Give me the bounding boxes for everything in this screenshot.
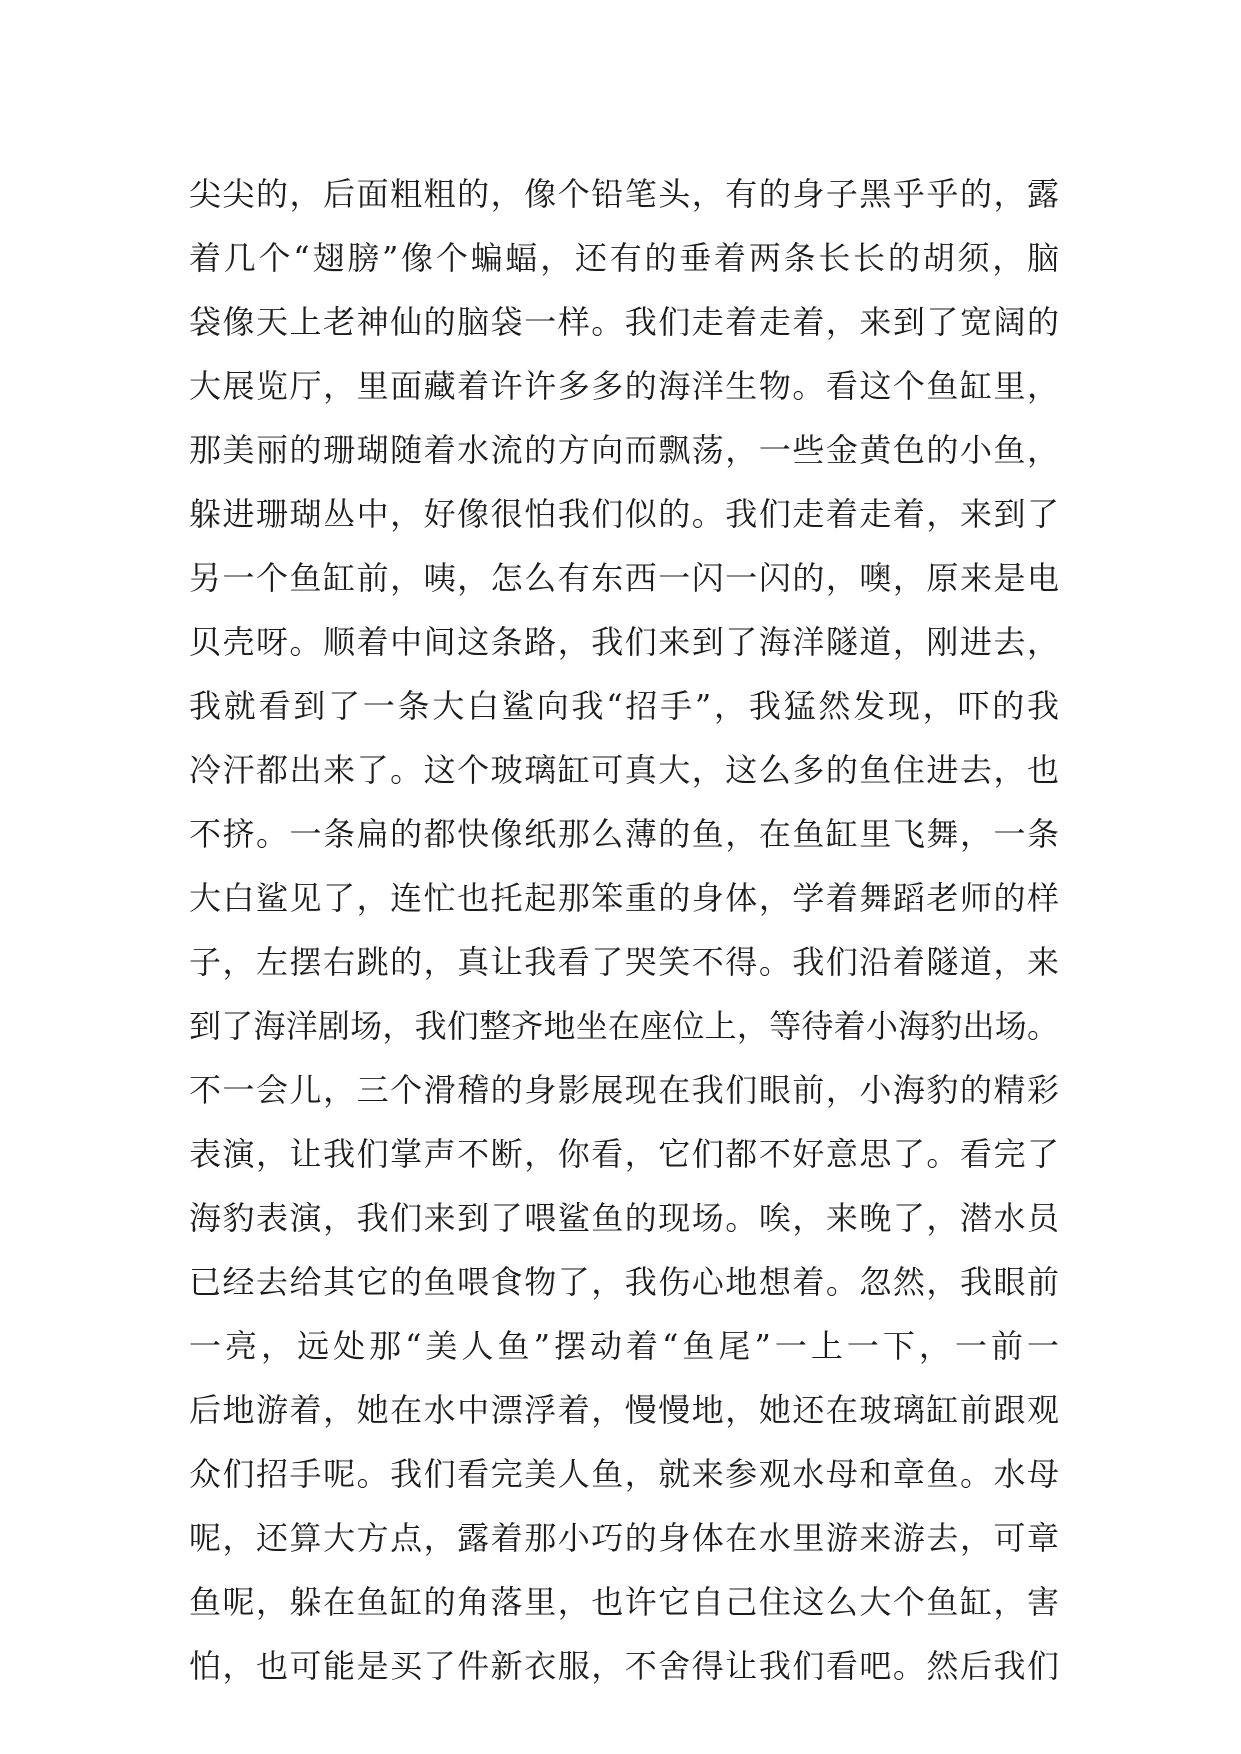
text-line: 着几个“翅膀”像个蝙蝠，还有的垂着两条长长的胡须，脑 xyxy=(189,239,1059,277)
text-line: 尖尖的，后面粗粗的，像个铅笔头，有的身子黑乎乎的，露 xyxy=(189,175,1059,213)
text-line: 已经去给其它的鱼喂食物了，我伤心地想着。忽然，我眼前 xyxy=(189,1263,1059,1301)
text-line: 不一会儿，三个滑稽的身影展现在我们眼前，小海豹的精彩 xyxy=(189,1071,1059,1109)
text-line: 我就看到了一条大白鲨向我“招手”，我猛然发现，吓的我 xyxy=(189,687,1059,725)
text-line: 呢，还算大方点，露着那小巧的身体在水里游来游去，可章 xyxy=(189,1519,1059,1557)
text-line: 表演，让我们掌声不断，你看，它们都不好意思了。看完了 xyxy=(189,1135,1059,1173)
text-line: 后地游着，她在水中漂浮着，慢慢地，她还在玻璃缸前跟观 xyxy=(189,1391,1059,1429)
text-line: 海豹表演，我们来到了喂鲨鱼的现场。唉，来晚了，潜水员 xyxy=(189,1199,1059,1237)
text-line: 另一个鱼缸前，咦，怎么有东西一闪一闪的，噢，原来是电 xyxy=(189,559,1059,597)
text-line: 袋像天上老神仙的脑袋一样。我们走着走着，来到了宽阔的 xyxy=(189,303,1059,341)
body-text xyxy=(189,162,1059,1698)
text-line: 怕，也可能是买了件新衣服，不舍得让我们看吧。然后我们 xyxy=(189,1647,1059,1685)
text-line: 子，左摆右跳的，真让我看了哭笑不得。我们沿着隧道，来 xyxy=(189,943,1059,981)
text-line: 躲进珊瑚丛中，好像很怕我们似的。我们走着走着，来到了 xyxy=(189,495,1059,533)
text-line: 大白鲨见了，连忙也托起那笨重的身体，学着舞蹈老师的样 xyxy=(189,879,1059,917)
text-line: 贝壳呀。顺着中间这条路，我们来到了海洋隧道，刚进去， xyxy=(189,623,1059,661)
text-line: 众们招手呢。我们看完美人鱼，就来参观水母和章鱼。水母 xyxy=(189,1455,1059,1493)
text-line: 鱼呢，躲在鱼缸的角落里，也许它自己住这么大个鱼缸，害 xyxy=(189,1583,1059,1621)
text-line: 那美丽的珊瑚随着水流的方向而飘荡，一些金黄色的小鱼， xyxy=(189,431,1059,469)
text-line: 大展览厅，里面藏着许许多多的海洋生物。看这个鱼缸里， xyxy=(189,367,1059,405)
text-line: 一亮，远处那“美人鱼”摆动着“鱼尾”一上一下，一前一 xyxy=(189,1327,1059,1365)
text-line: 不挤。一条扁的都快像纸那么薄的鱼，在鱼缸里飞舞，一条 xyxy=(189,815,1059,853)
text-line: 到了海洋剧场，我们整齐地坐在座位上，等待着小海豹出场。 xyxy=(189,1007,1059,1045)
text-line: 冷汗都出来了。这个玻璃缸可真大，这么多的鱼住进去，也 xyxy=(189,751,1059,789)
